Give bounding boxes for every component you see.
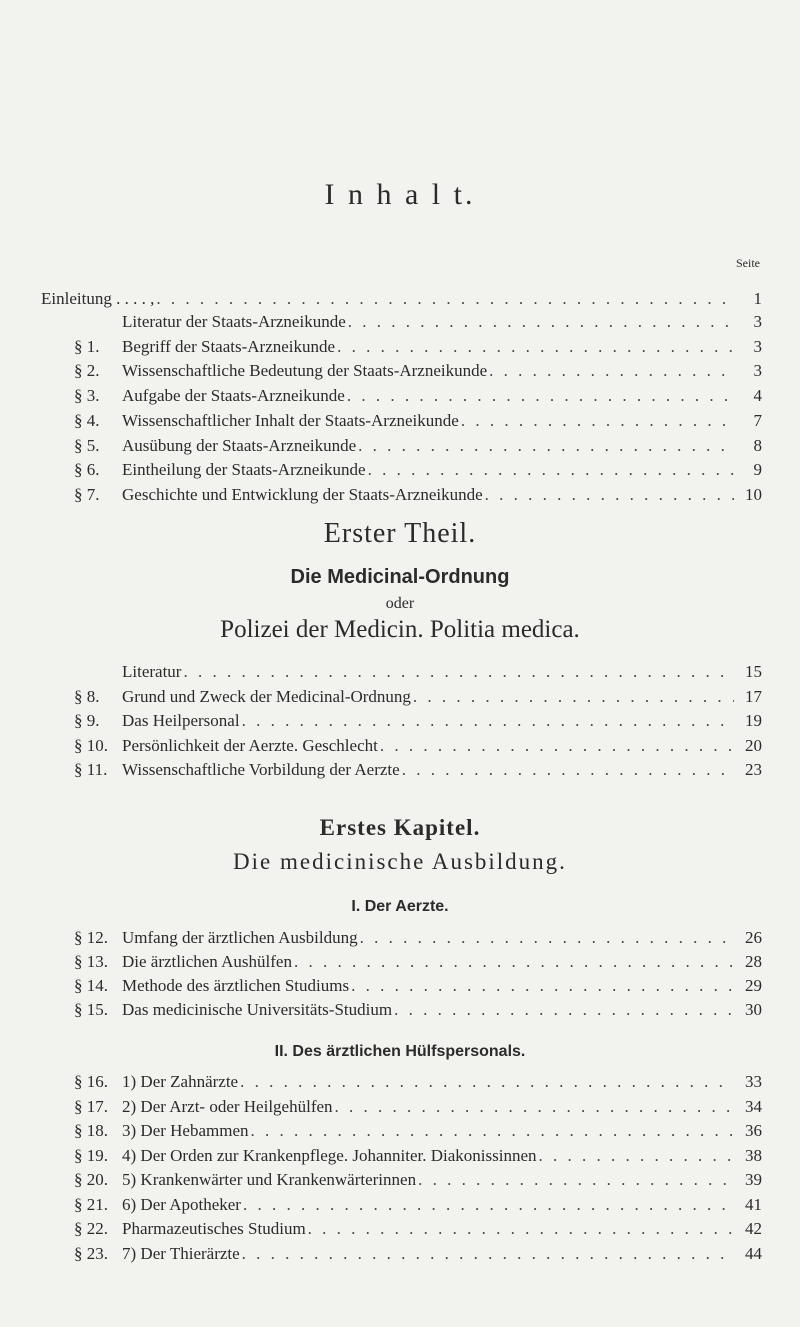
toc-entry <box>74 460 762 480</box>
section-number: § 17. <box>74 1096 108 1116</box>
page-number: 38 <box>745 1145 762 1165</box>
toc-entry <box>74 760 762 780</box>
dot-leader <box>243 1195 734 1215</box>
section-number: § 19. <box>74 1145 108 1165</box>
page-number: 26 <box>745 928 762 947</box>
toc-entry <box>122 662 762 682</box>
toc-entry <box>74 736 762 756</box>
part-title: Erster Theil. <box>323 518 477 549</box>
toc-entry <box>74 386 762 406</box>
dot-leader <box>335 1097 734 1117</box>
section-number: § 8. <box>74 686 100 706</box>
dot-leader <box>461 411 734 431</box>
part-connector: oder <box>385 595 415 612</box>
dot-leader <box>156 289 734 309</box>
dot-leader <box>380 736 734 756</box>
dot-leader <box>413 687 734 707</box>
page-number: 29 <box>745 976 762 995</box>
entry-title: Wissenschaftlicher Inhalt der Staats-Arzneikunde <box>122 411 459 430</box>
dot-leader <box>337 337 734 357</box>
toc-entry <box>74 1195 762 1215</box>
toc-entry <box>74 687 762 707</box>
dot-leader <box>294 952 734 972</box>
dot-leader <box>251 1121 734 1141</box>
section-number: § 22. <box>74 1219 108 1238</box>
section-number: § 10. <box>74 735 108 755</box>
page-column-label: Seite <box>736 256 760 270</box>
section-number: § 18. <box>74 1121 108 1140</box>
section-number: § 5. <box>74 436 100 455</box>
section-number: § 9. <box>74 711 100 730</box>
page-number: 23 <box>745 760 762 779</box>
dot-leader <box>538 1146 734 1166</box>
toc-entry <box>74 976 762 996</box>
toc-entry <box>74 711 762 731</box>
page-number: 3 <box>753 337 762 356</box>
dot-leader <box>368 460 734 480</box>
toc-entry <box>74 1170 762 1190</box>
dot-leader <box>348 312 734 332</box>
page-number: 17 <box>745 686 762 706</box>
section-number: § 15. <box>74 1000 108 1019</box>
dot-leader <box>360 928 734 948</box>
page-number: 42 <box>745 1219 762 1238</box>
entry-title: Wissenschaftliche Vorbildung der Aerzte <box>122 760 400 779</box>
section-number: § 11. <box>74 760 108 779</box>
section-number: § 23. <box>74 1243 108 1263</box>
entry-title: 1) Der Zahnärzte <box>122 1072 239 1091</box>
dot-leader <box>308 1219 734 1239</box>
entry-title: Pharmazeutisches Studium <box>122 1219 306 1238</box>
dot-leader <box>240 1072 734 1092</box>
page-number: 39 <box>745 1170 762 1189</box>
page-number: 28 <box>745 952 762 971</box>
entry-title: Eintheilung der Staats-Arzneikunde <box>122 460 366 479</box>
toc-entry <box>74 1219 762 1239</box>
toc-entry <box>74 1000 762 1020</box>
page-number: 3 <box>753 312 762 331</box>
entry-title: Einleitung . . . . , <box>41 289 155 308</box>
page-number: 4 <box>753 386 762 405</box>
entry-title: 3) Der Hebammen <box>122 1121 249 1140</box>
entry-title: Ausübung der Staats-Arzneikunde <box>122 436 357 455</box>
dot-leader <box>418 1170 734 1190</box>
section-number: § 14. <box>74 976 108 995</box>
section-number: § 12. <box>74 928 108 947</box>
entry-title: Das medicinische Universitäts-Studium <box>122 1000 393 1019</box>
dot-leader <box>485 485 734 505</box>
entry-title: Umfang der ärztlichen Ausbildung <box>122 928 358 947</box>
dot-leader <box>183 662 734 682</box>
toc-entry <box>74 1146 762 1166</box>
entry-title: 4) Der Orden zur Krankenpflege. Johanniter. Diakonissinnen <box>122 1145 537 1165</box>
part-subtitle: Die Medicinal-Ordnung <box>290 566 510 588</box>
page-number: 19 <box>745 711 762 730</box>
page-number: 15 <box>745 662 762 681</box>
entry-title: Begriff der Staats-Arzneikunde <box>122 337 336 356</box>
toc-entry <box>74 952 762 972</box>
dot-leader <box>394 1000 734 1020</box>
toc-entry <box>74 1244 762 1264</box>
entry-title: Geschichte und Entwicklung der Staats-Arzneikunde <box>122 485 483 504</box>
chapter-subtitle: Die medicinische Ausbildung. <box>233 849 567 874</box>
section-number: § 4. <box>74 411 100 430</box>
dot-leader <box>402 760 734 780</box>
toc-entry <box>74 928 762 948</box>
entry-title: Die ärztlichen Aushülfen <box>122 952 292 971</box>
entry-title: Literatur <box>122 662 182 681</box>
entry-title: Literatur der Staats-Arzneikunde <box>122 312 346 331</box>
section-number: § 7. <box>74 485 100 504</box>
chapter-title: Erstes Kapitel. <box>319 815 481 840</box>
entry-title: 5) Krankenwärter und Krankenwärterinnen <box>122 1170 417 1189</box>
page-number: 9 <box>753 460 762 479</box>
entry-title: 7) Der Thierärzte <box>122 1243 240 1263</box>
entry-title: Persönlichkeit der Aerzte. Geschlecht <box>122 735 378 755</box>
section-heading-aerzte: I. Der Aerzte. <box>351 898 449 915</box>
section-number: § 20. <box>74 1170 108 1189</box>
page-number: 20 <box>745 735 762 755</box>
toc-entry <box>41 289 762 309</box>
section-number: § 2. <box>74 361 100 380</box>
section-number: § 21. <box>74 1194 108 1214</box>
part-alt-title: Polizei der Medicin. Politia medica. <box>220 616 580 643</box>
page-number: 33 <box>745 1072 762 1091</box>
toc-entry <box>74 337 762 357</box>
page-number: 44 <box>745 1243 762 1263</box>
page-number: 1 <box>753 289 762 308</box>
page-number: 34 <box>745 1096 762 1116</box>
page-number: 41 <box>745 1194 762 1214</box>
toc-entry <box>122 312 762 332</box>
toc-entry <box>74 1072 762 1092</box>
toc-entry <box>74 411 762 431</box>
toc-entry <box>74 485 762 505</box>
section-heading-huelfspersonal: II. Des ärztlichen Hülfspersonals. <box>274 1043 526 1060</box>
dot-leader <box>242 711 734 731</box>
toc-entry <box>74 436 762 456</box>
page-number: 3 <box>753 361 762 380</box>
entry-title: 6) Der Apotheker <box>122 1194 241 1214</box>
dot-leader <box>351 976 734 996</box>
page-title: I n h a l t. <box>324 178 476 211</box>
section-number: § 3. <box>74 386 100 405</box>
page-number: 10 <box>745 485 762 504</box>
dot-leader <box>242 1244 734 1264</box>
page-number: 36 <box>745 1121 762 1140</box>
entry-title: Das Heilpersonal <box>122 711 240 730</box>
entry-title: Methode des ärztlichen Studiums <box>122 976 350 995</box>
entry-title: Aufgabe der Staats-Arzneikunde <box>122 386 345 405</box>
page-number: 8 <box>753 436 762 455</box>
section-number: § 6. <box>74 460 100 479</box>
section-number: § 1. <box>74 337 100 356</box>
toc-entry <box>74 1097 762 1117</box>
dot-leader <box>347 386 734 406</box>
entry-title: Grund und Zweck der Medicinal-Ordnung <box>122 686 411 706</box>
dot-leader <box>358 436 734 456</box>
page-number: 7 <box>753 411 762 430</box>
section-number: § 16. <box>74 1072 108 1091</box>
page-number: 30 <box>745 1000 762 1019</box>
dot-leader <box>489 361 734 381</box>
toc-entry <box>74 1121 762 1141</box>
entry-title: 2) Der Arzt- oder Heilgehülfen <box>122 1096 333 1116</box>
entry-title: Wissenschaftliche Bedeutung der Staats-Arzneikunde <box>122 361 488 380</box>
section-number: § 13. <box>74 952 108 971</box>
toc-entry <box>74 361 762 381</box>
